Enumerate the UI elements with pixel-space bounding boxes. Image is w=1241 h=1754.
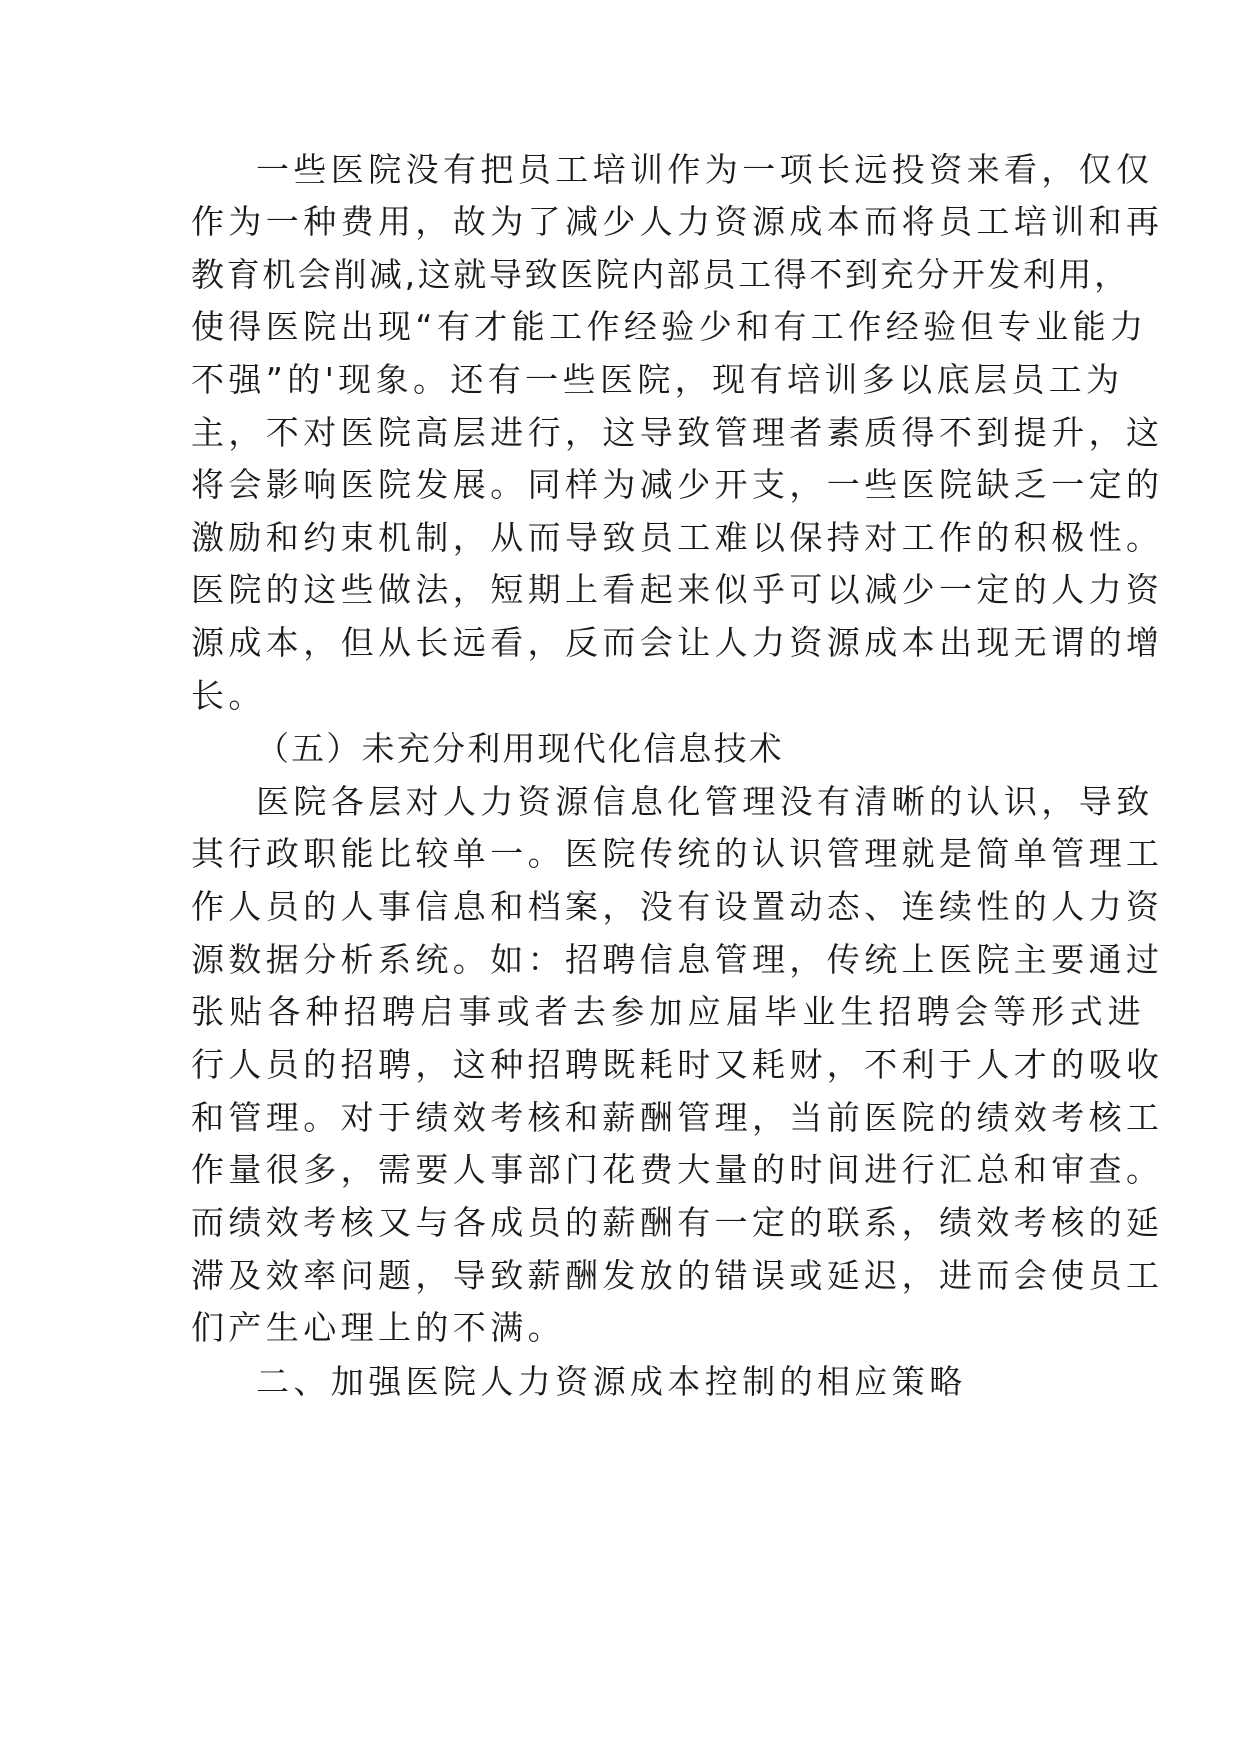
paragraph-1-line-9: 医院的这些做法，短期上看起来似乎可以减少一定的人力资: [191, 570, 1164, 609]
paragraph-1-line-5: 不强”的'现象。还有一些医院，现有培训多以底层员工为: [191, 360, 1124, 399]
paragraph-2-line-7: 和管理。对于绩效考核和薪酬管理，当前医院的绩效考核工: [191, 1098, 1164, 1137]
section-heading-2: 二、加强医院人力资源成本控制的相应策略: [256, 1362, 967, 1401]
paragraph-1-line-10: 源成本，但从长远看，反而会让人力资源成本出现无谓的增: [191, 623, 1164, 662]
paragraph-2-line-4: 源数据分析系统。如：招聘信息管理，传统上医院主要通过: [191, 940, 1164, 979]
paragraph-2-line-5: 张贴各种招聘启事或者去参加应届毕业生招聘会等形式进: [191, 992, 1146, 1031]
paragraph-2-line-9: 而绩效考核又与各成员的薪酬有一定的联系，绩效考核的延: [191, 1203, 1164, 1242]
paragraph-1-line-6: 主，不对医院高层进行，这导致管理者素质得不到提升，这: [191, 413, 1164, 452]
section-heading-5: （五）未充分利用现代化信息技术: [256, 729, 784, 768]
paragraph-2-line-6: 行人员的招聘，这种招聘既耗时又耗财，不利于人才的吸收: [191, 1045, 1164, 1084]
paragraph-1-line-11: 长。: [191, 676, 266, 715]
paragraph-1-line-2: 作为一种费用，故为了减少人力资源成本而将员工培训和再: [191, 202, 1164, 241]
paragraph-2-line-2: 其行政职能比较单一。医院传统的认识管理就是简单管理工: [191, 834, 1164, 873]
paragraph-1-line-1: 一些医院没有把员工培训作为一项长远投资来看，仅仅: [256, 150, 1154, 189]
paragraph-1-line-8: 激励和约束机制，从而导致员工难以保持对工作的积极性。: [191, 518, 1164, 557]
paragraph-1-line-7: 将会影响医院发展。同样为减少开支，一些医院缺乏一定的: [191, 465, 1164, 504]
paragraph-2-line-1: 医院各层对人力资源信息化管理没有清晰的认识，导致: [256, 782, 1154, 821]
paragraph-2-line-3: 作人员的人事信息和档案，没有设置动态、连续性的人力资: [191, 887, 1164, 926]
paragraph-2-line-10: 滞及效率问题，导致薪酬发放的错误或延迟，进而会使员工: [191, 1256, 1164, 1295]
paragraph-1-line-3: 教育机会削减,这就导致医院内部员工得不到充分开发利用，: [191, 255, 1130, 294]
paragraph-1-line-4: 使得医院出现“有才能工作经验少和有工作经验但专业能力: [191, 307, 1148, 346]
paragraph-2-line-8: 作量很多，需要人事部门花费大量的时间进行汇总和审查。: [191, 1150, 1164, 1189]
paragraph-2-line-11: 们产生心理上的不满。: [191, 1308, 565, 1347]
